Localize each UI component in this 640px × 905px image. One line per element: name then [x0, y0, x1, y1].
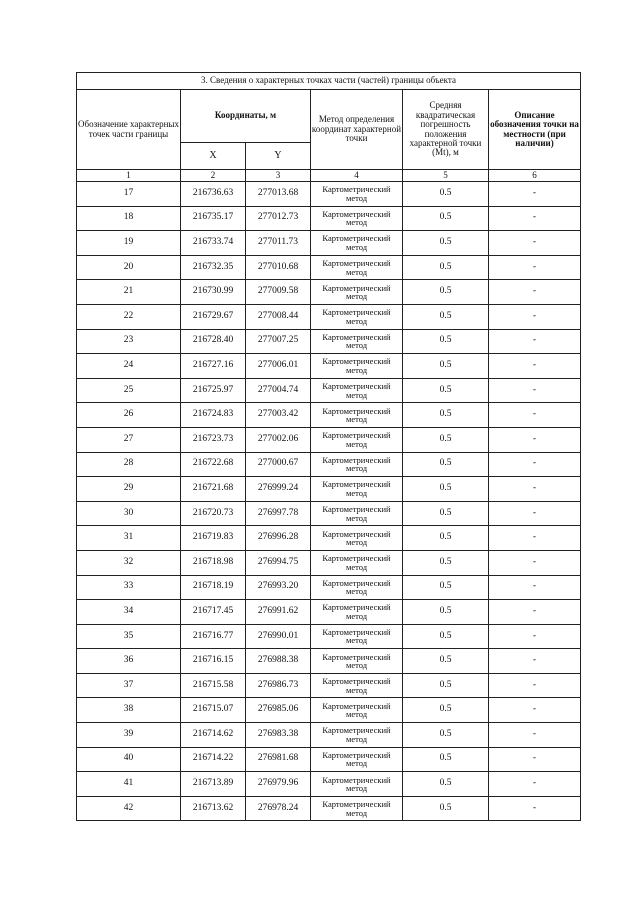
description-cell: -	[489, 526, 581, 551]
x-coordinate-cell: 216733.74	[181, 231, 246, 256]
x-coordinate-cell: 216718.19	[181, 575, 246, 600]
table-row	[77, 329, 581, 354]
table-row	[77, 624, 581, 649]
description-cell: -	[489, 427, 581, 452]
description-cell: -	[489, 772, 581, 797]
table-row	[77, 403, 581, 428]
error-cell: 0.5	[403, 550, 489, 575]
column-numbers-row	[77, 170, 581, 182]
method-cell: Картометрический метод	[311, 182, 403, 207]
y-coordinate-cell: 277000.67	[246, 452, 311, 477]
description-cell: -	[489, 673, 581, 698]
method-cell: Картометрический метод	[311, 526, 403, 551]
y-coordinate-cell: 277011.73	[246, 231, 311, 256]
point-number-cell: 40	[77, 747, 181, 772]
description-cell: -	[489, 477, 581, 502]
description-cell: -	[489, 403, 581, 428]
x-coordinate-cell: 216715.58	[181, 673, 246, 698]
x-coordinate-cell: 216713.89	[181, 772, 246, 797]
point-number-cell: 17	[77, 182, 181, 207]
point-number-cell: 37	[77, 673, 181, 698]
boundary-points-table	[76, 72, 581, 821]
column-number: 6	[489, 170, 581, 182]
x-coordinate-cell: 216716.15	[181, 649, 246, 674]
method-cell: Картометрический метод	[311, 231, 403, 256]
table-row	[77, 231, 581, 256]
description-cell: -	[489, 600, 581, 625]
y-coordinate-cell: 276981.68	[246, 747, 311, 772]
description-cell: -	[489, 723, 581, 748]
error-cell: 0.5	[403, 182, 489, 207]
error-cell: 0.5	[403, 403, 489, 428]
description-cell: -	[489, 649, 581, 674]
header-point-designation: Обозначение характерных точек части границы	[77, 90, 181, 170]
point-number-cell: 31	[77, 526, 181, 551]
point-number-cell: 23	[77, 329, 181, 354]
header-description: Описание обозначения точки на местности (при наличии)	[489, 90, 581, 170]
method-cell: Картометрический метод	[311, 206, 403, 231]
x-coordinate-cell: 216714.62	[181, 723, 246, 748]
point-number-cell: 22	[77, 304, 181, 329]
table-row	[77, 452, 581, 477]
description-cell: -	[489, 378, 581, 403]
y-coordinate-cell: 277007.25	[246, 329, 311, 354]
method-cell: Картометрический метод	[311, 427, 403, 452]
method-cell: Картометрический метод	[311, 673, 403, 698]
table-row	[77, 427, 581, 452]
x-coordinate-cell: 216732.35	[181, 255, 246, 280]
y-coordinate-cell: 277010.68	[246, 255, 311, 280]
error-cell: 0.5	[403, 600, 489, 625]
point-number-cell: 33	[77, 575, 181, 600]
method-cell: Картометрический метод	[311, 575, 403, 600]
y-coordinate-cell: 276993.20	[246, 575, 311, 600]
header-coordinates: Координаты, м	[181, 90, 311, 143]
table-row	[77, 796, 581, 821]
error-cell: 0.5	[403, 280, 489, 305]
x-coordinate-cell: 216729.67	[181, 304, 246, 329]
description-cell: -	[489, 304, 581, 329]
error-cell: 0.5	[403, 206, 489, 231]
error-cell: 0.5	[403, 747, 489, 772]
y-coordinate-cell: 276996.28	[246, 526, 311, 551]
x-coordinate-cell: 216736.63	[181, 182, 246, 207]
description-cell: -	[489, 747, 581, 772]
table-row	[77, 477, 581, 502]
x-coordinate-cell: 216730.99	[181, 280, 246, 305]
point-number-cell: 24	[77, 354, 181, 379]
table-row	[77, 698, 581, 723]
column-number: 5	[403, 170, 489, 182]
point-number-cell: 41	[77, 772, 181, 797]
table-row	[77, 206, 581, 231]
description-cell: -	[489, 280, 581, 305]
y-coordinate-cell: 276990.01	[246, 624, 311, 649]
x-coordinate-cell: 216719.83	[181, 526, 246, 551]
method-cell: Картометрический метод	[311, 747, 403, 772]
point-number-cell: 32	[77, 550, 181, 575]
description-cell: -	[489, 329, 581, 354]
description-cell: -	[489, 231, 581, 256]
y-coordinate-cell: 276985.06	[246, 698, 311, 723]
y-coordinate-cell: 277013.68	[246, 182, 311, 207]
x-coordinate-cell: 216728.40	[181, 329, 246, 354]
y-coordinate-cell: 276994.75	[246, 550, 311, 575]
table-row	[77, 526, 581, 551]
method-cell: Картометрический метод	[311, 600, 403, 625]
x-coordinate-cell: 216725.97	[181, 378, 246, 403]
error-cell: 0.5	[403, 501, 489, 526]
x-coordinate-cell: 216724.83	[181, 403, 246, 428]
description-cell: -	[489, 182, 581, 207]
description-cell: -	[489, 501, 581, 526]
y-coordinate-cell: 276978.24	[246, 796, 311, 821]
method-cell: Картометрический метод	[311, 649, 403, 674]
description-cell: -	[489, 354, 581, 379]
method-cell: Картометрический метод	[311, 796, 403, 821]
x-coordinate-cell: 216714.22	[181, 747, 246, 772]
point-number-cell: 36	[77, 649, 181, 674]
point-number-cell: 20	[77, 255, 181, 280]
y-coordinate-cell: 276999.24	[246, 477, 311, 502]
y-coordinate-cell: 277009.58	[246, 280, 311, 305]
error-cell: 0.5	[403, 624, 489, 649]
method-cell: Картометрический метод	[311, 477, 403, 502]
error-cell: 0.5	[403, 255, 489, 280]
description-cell: -	[489, 575, 581, 600]
column-number: 4	[311, 170, 403, 182]
method-cell: Картометрический метод	[311, 354, 403, 379]
method-cell: Картометрический метод	[311, 403, 403, 428]
error-cell: 0.5	[403, 796, 489, 821]
error-cell: 0.5	[403, 452, 489, 477]
y-coordinate-cell: 277004.74	[246, 378, 311, 403]
table-row	[77, 649, 581, 674]
point-number-cell: 19	[77, 231, 181, 256]
error-cell: 0.5	[403, 673, 489, 698]
x-coordinate-cell: 216727.16	[181, 354, 246, 379]
table-row	[77, 378, 581, 403]
description-cell: -	[489, 624, 581, 649]
table-row	[77, 255, 581, 280]
description-cell: -	[489, 452, 581, 477]
description-cell: -	[489, 206, 581, 231]
y-coordinate-cell: 277003.42	[246, 403, 311, 428]
x-coordinate-cell: 216723.73	[181, 427, 246, 452]
description-cell: -	[489, 550, 581, 575]
method-cell: Картометрический метод	[311, 772, 403, 797]
y-coordinate-cell: 277012.73	[246, 206, 311, 231]
error-cell: 0.5	[403, 575, 489, 600]
method-cell: Картометрический метод	[311, 550, 403, 575]
table-row	[77, 747, 581, 772]
method-cell: Картометрический метод	[311, 723, 403, 748]
x-coordinate-cell: 216715.07	[181, 698, 246, 723]
point-number-cell: 30	[77, 501, 181, 526]
y-coordinate-cell: 276988.38	[246, 649, 311, 674]
y-coordinate-cell: 277008.44	[246, 304, 311, 329]
method-cell: Картометрический метод	[311, 501, 403, 526]
point-number-cell: 39	[77, 723, 181, 748]
header-x: X	[181, 143, 246, 170]
column-number: 3	[246, 170, 311, 182]
table-row	[77, 182, 581, 207]
x-coordinate-cell: 216718.98	[181, 550, 246, 575]
table-row	[77, 354, 581, 379]
y-coordinate-cell: 276979.96	[246, 772, 311, 797]
table-row	[77, 550, 581, 575]
column-number: 1	[77, 170, 181, 182]
point-number-cell: 18	[77, 206, 181, 231]
x-coordinate-cell: 216720.73	[181, 501, 246, 526]
method-cell: Картометрический метод	[311, 280, 403, 305]
point-number-cell: 34	[77, 600, 181, 625]
table-row	[77, 280, 581, 305]
point-number-cell: 26	[77, 403, 181, 428]
error-cell: 0.5	[403, 354, 489, 379]
point-number-cell: 35	[77, 624, 181, 649]
error-cell: 0.5	[403, 329, 489, 354]
table-row	[77, 501, 581, 526]
description-cell: -	[489, 698, 581, 723]
point-number-cell: 25	[77, 378, 181, 403]
table-row	[77, 772, 581, 797]
error-cell: 0.5	[403, 427, 489, 452]
error-cell: 0.5	[403, 649, 489, 674]
table-row	[77, 673, 581, 698]
y-coordinate-cell: 277002.06	[246, 427, 311, 452]
error-cell: 0.5	[403, 304, 489, 329]
error-cell: 0.5	[403, 378, 489, 403]
error-cell: 0.5	[403, 477, 489, 502]
x-coordinate-cell: 216717.45	[181, 600, 246, 625]
x-coordinate-cell: 216713.62	[181, 796, 246, 821]
error-cell: 0.5	[403, 723, 489, 748]
error-cell: 0.5	[403, 772, 489, 797]
point-number-cell: 42	[77, 796, 181, 821]
error-cell: 0.5	[403, 231, 489, 256]
header-method: Метод определения координат характерной точки	[311, 90, 403, 170]
header-y: Y	[246, 143, 311, 170]
column-number: 2	[181, 170, 246, 182]
x-coordinate-cell: 216735.17	[181, 206, 246, 231]
x-coordinate-cell: 216716.77	[181, 624, 246, 649]
point-number-cell: 38	[77, 698, 181, 723]
error-cell: 0.5	[403, 698, 489, 723]
header-error: Средняя квадратическая погрешность положения характерной точки (Mt), м	[403, 90, 489, 170]
point-number-cell: 27	[77, 427, 181, 452]
description-cell: -	[489, 255, 581, 280]
x-coordinate-cell: 216721.68	[181, 477, 246, 502]
section-title: 3. Сведения о характерных точках части (частей) границы объекта	[77, 73, 581, 90]
method-cell: Картометрический метод	[311, 452, 403, 477]
point-number-cell: 29	[77, 477, 181, 502]
method-cell: Картометрический метод	[311, 329, 403, 354]
point-number-cell: 28	[77, 452, 181, 477]
method-cell: Картометрический метод	[311, 624, 403, 649]
y-coordinate-cell: 276997.78	[246, 501, 311, 526]
y-coordinate-cell: 276991.62	[246, 600, 311, 625]
table-row	[77, 600, 581, 625]
method-cell: Картометрический метод	[311, 255, 403, 280]
table-row	[77, 575, 581, 600]
y-coordinate-cell: 276983.38	[246, 723, 311, 748]
error-cell: 0.5	[403, 526, 489, 551]
y-coordinate-cell: 277006.01	[246, 354, 311, 379]
table-row	[77, 304, 581, 329]
description-cell: -	[489, 796, 581, 821]
point-number-cell: 21	[77, 280, 181, 305]
x-coordinate-cell: 216722.68	[181, 452, 246, 477]
method-cell: Картометрический метод	[311, 304, 403, 329]
y-coordinate-cell: 276986.73	[246, 673, 311, 698]
method-cell: Картометрический метод	[311, 378, 403, 403]
table-row	[77, 723, 581, 748]
method-cell: Картометрический метод	[311, 698, 403, 723]
